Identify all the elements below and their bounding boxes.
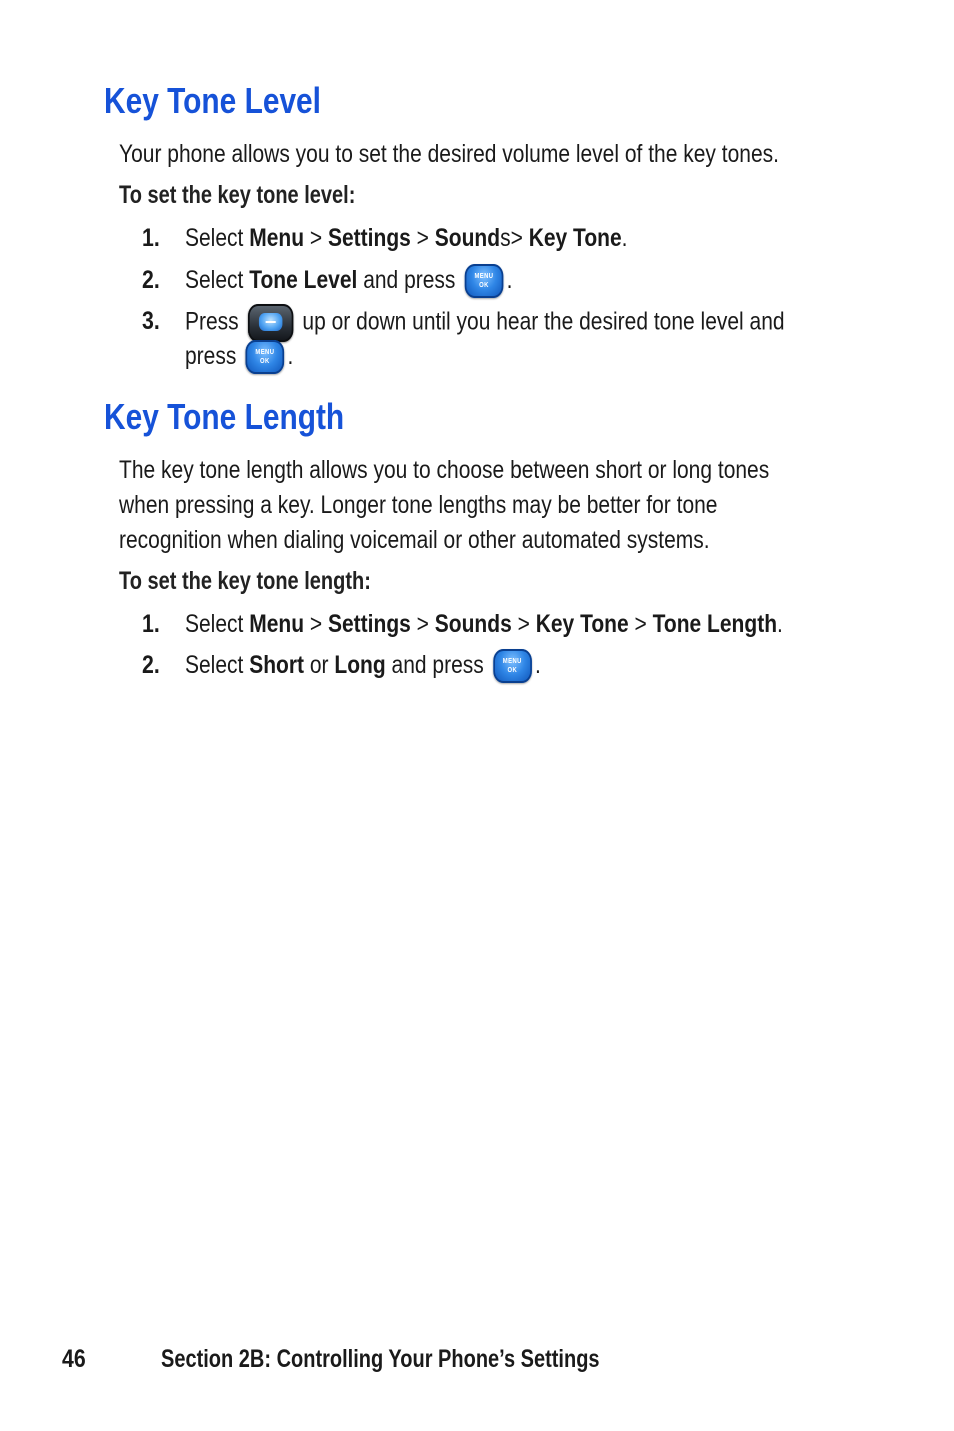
menu-ok-key-icon: MENU OK [465, 264, 504, 298]
step-number: 1. [142, 610, 160, 638]
footer-section-title: Section 2B: Controlling Your Phone’s Settings [161, 1345, 600, 1373]
section-heading-key-tone-level: Key Tone Level [104, 80, 321, 121]
menu-ok-key-icon: MENU OK [246, 340, 285, 374]
key-tone-level-intro: Your phone allows you to set the desired volume level of the key tones. [119, 140, 779, 168]
menu-ok-key-icon: MENU OK [493, 649, 532, 683]
step-number: 3. [142, 307, 160, 335]
key-tone-length-intro: The key tone length allows you to choose between short or long tones when pressing a key. Longer tone lengths may be better for tone recognition when dialing voicemail or other automated systems. [119, 456, 770, 554]
key-tone-level-lead: To set the key tone level: [119, 181, 356, 209]
section-heading-key-tone-length: Key Tone Length [104, 396, 345, 437]
key-tone-length-lead: To set the key tone length: [119, 567, 371, 595]
page-number: 46 [62, 1345, 86, 1373]
navigation-key-icon [248, 304, 293, 342]
step-number: 1. [142, 224, 160, 252]
step-number: 2. [142, 266, 160, 294]
step-number: 2. [142, 651, 160, 679]
